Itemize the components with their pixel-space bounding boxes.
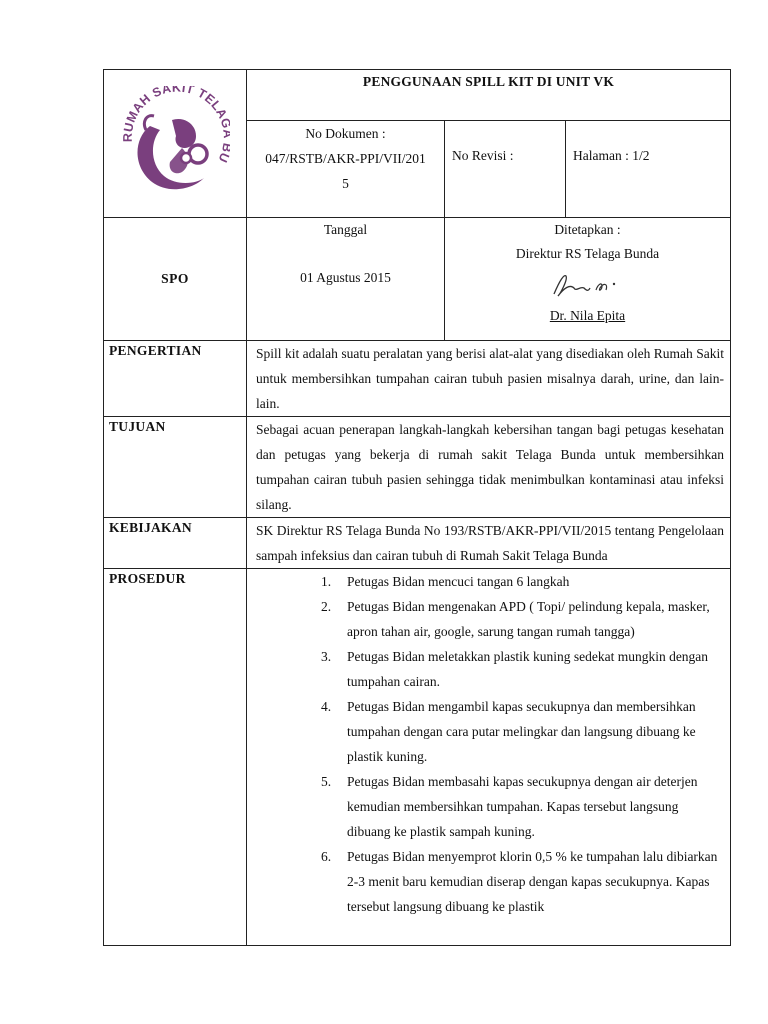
title-text: PENGGUNAAN SPILL KIT DI UNIT VK xyxy=(362,74,615,89)
hospital-logo xyxy=(120,86,230,198)
tanggal-label: Tanggal xyxy=(323,222,368,237)
spo-label: SPO xyxy=(161,271,189,286)
kebijakan-text: SK Direktur RS Telaga Bunda No 193/RSTB/AKR-PPI/VII/2015 tentang Pengelolaan sampah infeksius dan cairan tubuh di Rumah Sakit Telaga Bunda xyxy=(256,523,724,563)
halaman-cell xyxy=(566,121,731,218)
no-dokumen-value-cont: 5 xyxy=(342,176,349,191)
prosedur-step-number: 2. xyxy=(321,599,332,614)
prosedur-step-number: 1. xyxy=(321,574,332,589)
pengertian-label: PENGERTIAN xyxy=(109,343,202,358)
prosedur-step-text: Petugas Bidan menyemprot klorin 0,5 % ke tumpahan lalu dibiarkan 2-3 menit baru kemudian diserap dengan kapas secukupnya. Kapas tersebut langsung dibuang ke plastik xyxy=(347,849,718,914)
prosedur-step xyxy=(247,569,720,594)
ditetapkan-cell xyxy=(445,218,731,341)
prosedur-step-text: Petugas Bidan membasahi kapas secukupnya dengan air deterjen kemudian membersihkan tumpahan. Kapas tersebut langsung dibuang ke plastik sampah kuning. xyxy=(347,774,698,839)
signature xyxy=(546,270,630,300)
prosedur-step xyxy=(247,769,720,844)
tujuan-text-cell xyxy=(247,417,731,518)
halaman-label: Halaman : 1/2 xyxy=(573,148,650,163)
prosedur-step xyxy=(247,844,720,919)
spo-label-cell xyxy=(104,218,247,341)
no-revisi-cell xyxy=(445,121,566,218)
prosedur-step-text: Petugas Bidan mengenakan APD ( Topi/ pelindung kepala, masker, apron tahan air, google, sarung tangan rumah tangga) xyxy=(347,599,710,639)
prosedur-cell xyxy=(247,569,731,946)
direktur-label: Direktur RS Telaga Bunda xyxy=(515,246,660,261)
prosedur-step-number: 5. xyxy=(321,774,332,789)
kebijakan-label-cell xyxy=(104,518,247,569)
prosedur-step-text: Petugas Bidan meletakkan plastik kuning sedekat mungkin dengan tumpahan cairan. xyxy=(347,649,709,689)
pengertian-text: Spill kit adalah suatu peralatan yang berisi alat-alat yang disediakan oleh Rumah Sakit untuk membersihkan tumpahan cairan tubuh pasien misalnya darah, urine, dan lain-lain. xyxy=(256,346,724,411)
prosedur-label: PROSEDUR xyxy=(109,571,186,586)
kebijakan-label: KEBIJAKAN xyxy=(109,520,192,535)
kebijakan-text-cell xyxy=(247,518,731,569)
prosedur-label-cell xyxy=(104,569,247,946)
no-revisi-label: No Revisi : xyxy=(452,148,514,163)
prosedur-step xyxy=(247,644,720,694)
no-dokumen-value: 047/RSTB/AKR-PPI/VII/201 xyxy=(265,151,426,166)
ditetapkan-label: Ditetapkan : xyxy=(554,222,621,237)
prosedur-step-text: Petugas Bidan mengambil kapas secukupnya dan membersihkan tumpahan dengan cara putar melingkar dan langsung dibuang ke plastik kuning. xyxy=(347,699,696,764)
prosedur-step-number: 4. xyxy=(321,699,332,714)
document-title xyxy=(247,70,731,121)
hospital-logo-cell xyxy=(104,70,247,218)
tanggal-cell xyxy=(247,218,445,341)
prosedur-step-number: 6. xyxy=(321,849,332,864)
prosedur-step-number: 3. xyxy=(321,649,332,664)
tujuan-label: TUJUAN xyxy=(109,419,166,434)
no-dokumen-cell xyxy=(247,121,445,218)
prosedur-step xyxy=(247,594,720,644)
svg-text:RUMAH SAKIT TELAGA BUNDA: RUMAH SAKIT TELA xyxy=(120,85,230,142)
tanggal-value: 01 Agustus 2015 xyxy=(300,270,391,285)
spo-table xyxy=(103,69,731,946)
prosedur-step-text: Petugas Bidan mencuci tangan 6 langkah xyxy=(347,574,570,589)
tujuan-text: Sebagai acuan penerapan langkah-langkah kebersihan tangan bagi petugas kesehatan dan petugas yang bekerja di rumah sakit Telaga Bunda untuk membersihkan tumpahan cairan tubuh pasien sehingga tidak menimbulkan kontaminasi atau infeksi silang. xyxy=(256,422,724,512)
signer-name: Dr. Nila Epita xyxy=(549,308,626,323)
tujuan-label-cell xyxy=(104,417,247,518)
prosedur-step xyxy=(247,694,720,769)
pengertian-text-cell xyxy=(247,341,731,417)
no-dokumen-label: No Dokumen : xyxy=(305,126,386,141)
prosedur-list xyxy=(247,569,730,919)
pengertian-label-cell xyxy=(104,341,247,417)
